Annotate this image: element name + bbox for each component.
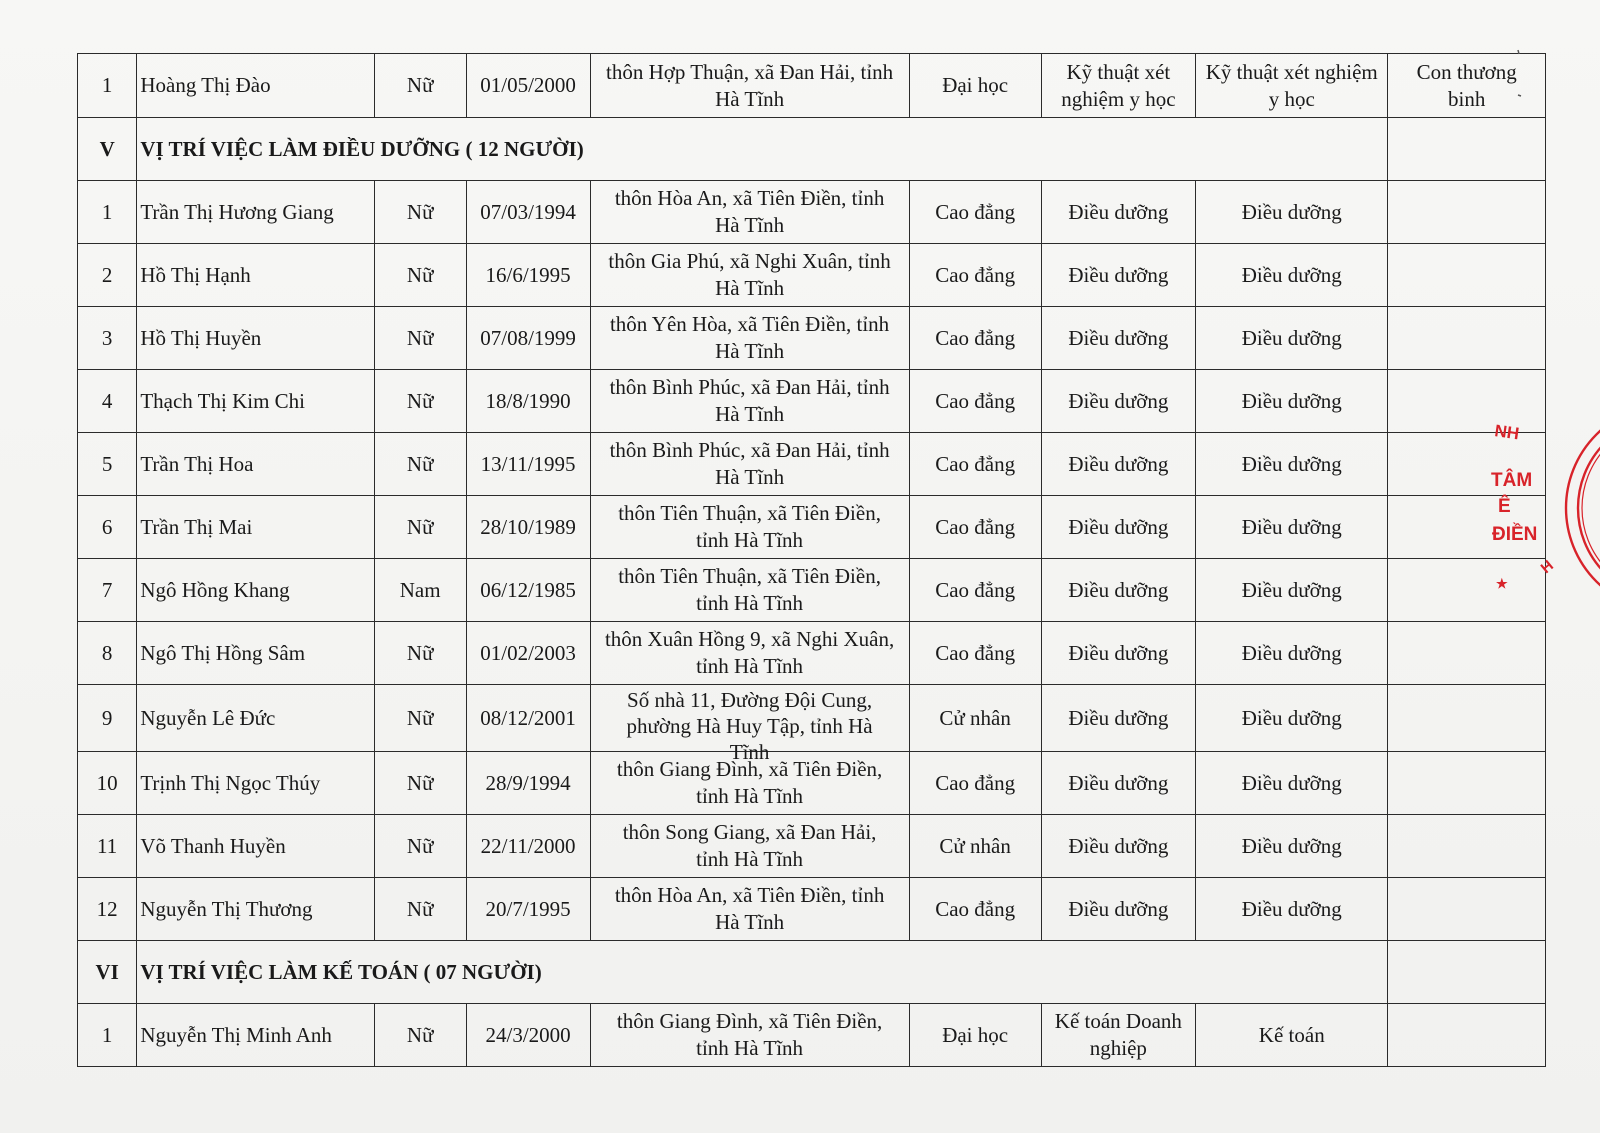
seal-text: NH — [1493, 421, 1521, 444]
address-line: tỉnh Hà Tĩnh — [696, 784, 804, 808]
gender: Nữ — [374, 433, 466, 496]
priority-line: binh — [1448, 86, 1486, 111]
applied-position: Điều dưỡng — [1196, 685, 1388, 752]
full-name: Nguyễn Thị Minh Anh — [137, 1004, 374, 1067]
applied-position: Điều dưỡng — [1196, 815, 1388, 878]
address-line: Hà Tĩnh — [715, 339, 785, 363]
major: Điều dưỡng — [1041, 433, 1195, 496]
address-line: Hà Tĩnh — [715, 86, 785, 111]
gender: Nữ — [374, 307, 466, 370]
major: Điều dưỡng — [1041, 496, 1195, 559]
address-line: Tĩnh — [729, 739, 770, 764]
major-line: Kế toán Doanh — [1054, 1009, 1182, 1033]
full-name: Trần Thị Hoa — [137, 433, 374, 496]
applied-position: Điều dưỡng — [1196, 307, 1388, 370]
applied-position: Điều dưỡng — [1196, 752, 1388, 815]
applied-position: Điều dưỡng — [1196, 559, 1388, 622]
applied-position — [1196, 54, 1388, 118]
row-number: 1 — [78, 54, 137, 118]
row-number: 9 — [78, 685, 137, 752]
candidate-table — [77, 53, 1546, 1067]
major: Điều dưỡng — [1041, 559, 1195, 622]
full-name: Trần Thị Hương Giang — [137, 181, 374, 244]
seal-text: TÂM — [1491, 470, 1533, 491]
address-line: tỉnh Hà Tĩnh — [696, 654, 804, 678]
address — [590, 1004, 909, 1067]
section-header — [78, 941, 1546, 1004]
table-row — [78, 685, 1546, 752]
priority — [1388, 685, 1546, 752]
table-row — [78, 1004, 1546, 1067]
address-line: Hà Tĩnh — [715, 276, 785, 300]
address — [590, 878, 909, 941]
scan-mark — [1516, 48, 1524, 108]
section-title: VỊ TRÍ VIỆC LÀM KẾ TOÁN ( 07 NGƯỜI) — [137, 941, 1388, 1004]
table-row — [78, 815, 1546, 878]
gender: Nữ — [374, 496, 466, 559]
date-of-birth: 24/3/2000 — [466, 1004, 590, 1067]
gender: Nữ — [374, 1004, 466, 1067]
section-number: V — [78, 118, 137, 181]
date-of-birth: 08/12/2001 — [466, 685, 590, 752]
date-of-birth: 07/08/1999 — [466, 307, 590, 370]
row-number: 1 — [78, 1004, 137, 1067]
address — [590, 496, 909, 559]
applied-position: Điều dưỡng — [1196, 878, 1388, 941]
position-line: y học — [1268, 86, 1315, 111]
full-name: Võ Thanh Huyền — [137, 815, 374, 878]
table-row — [78, 622, 1546, 685]
address — [590, 244, 909, 307]
date-of-birth: 16/6/1995 — [466, 244, 590, 307]
section-header — [78, 118, 1546, 181]
priority-line: Con thương — [1416, 59, 1517, 84]
major: Điều dưỡng — [1041, 685, 1195, 752]
gender: Nữ — [374, 370, 466, 433]
date-of-birth: 20/7/1995 — [466, 878, 590, 941]
education-level: Đại học — [909, 1004, 1041, 1067]
address — [590, 815, 909, 878]
date-of-birth: 13/11/1995 — [466, 433, 590, 496]
empty-cell — [1388, 118, 1546, 181]
official-seal — [1488, 404, 1600, 616]
row-number: 12 — [78, 878, 137, 941]
major-line: nghiệm y học — [1061, 86, 1176, 111]
applied-position: Điều dưỡng — [1196, 370, 1388, 433]
applied-position: Kế toán — [1196, 1004, 1388, 1067]
date-of-birth: 06/12/1985 — [466, 559, 590, 622]
priority — [1388, 878, 1546, 941]
education-level: Cao đẳng — [909, 433, 1041, 496]
applied-position: Điều dưỡng — [1196, 244, 1388, 307]
full-name: Trịnh Thị Ngọc Thúy — [137, 752, 374, 815]
address-line: Hà Tĩnh — [715, 402, 785, 426]
date-of-birth: 07/03/1994 — [466, 181, 590, 244]
priority — [1388, 244, 1546, 307]
major: Điều dưỡng — [1041, 370, 1195, 433]
address — [590, 181, 909, 244]
education-level: Cao đẳng — [909, 878, 1041, 941]
section-number: VI — [78, 941, 137, 1004]
major: Điều dưỡng — [1041, 622, 1195, 685]
full-name: Trần Thị Mai — [137, 496, 374, 559]
address — [590, 433, 909, 496]
address — [590, 685, 909, 764]
address-line: tỉnh Hà Tĩnh — [696, 1036, 804, 1060]
table-row — [78, 433, 1546, 496]
address-line: thôn Hòa An, xã Tiên Điền, tỉnh — [614, 186, 885, 210]
applied-position: Điều dưỡng — [1196, 496, 1388, 559]
row-number: 2 — [78, 244, 137, 307]
education-level: Cao đẳng — [909, 496, 1041, 559]
address — [590, 54, 909, 118]
education-level: Cao đẳng — [909, 559, 1041, 622]
priority — [1388, 1004, 1546, 1067]
row-number: 10 — [78, 752, 137, 815]
address-line: tỉnh Hà Tĩnh — [696, 847, 804, 871]
table-row — [78, 244, 1546, 307]
address-line: thôn Giang Đình, xã Tiên Điền, — [616, 1009, 883, 1033]
empty-cell — [1388, 941, 1546, 1004]
major: Điều dưỡng — [1041, 878, 1195, 941]
row-number: 4 — [78, 370, 137, 433]
major: Điều dưỡng — [1041, 815, 1195, 878]
table-row — [78, 370, 1546, 433]
gender: Nam — [374, 559, 466, 622]
address-line: tỉnh Hà Tĩnh — [696, 528, 804, 552]
address-line: thôn Hợp Thuận, xã Đan Hải, tỉnh — [606, 59, 894, 84]
address — [590, 370, 909, 433]
seal-text: H — [1537, 557, 1557, 578]
row-number: 3 — [78, 307, 137, 370]
gender: Nữ — [374, 685, 466, 752]
row-number: 11 — [78, 815, 137, 878]
address-line: thôn Tiên Thuận, xã Tiên Điền, — [618, 501, 881, 525]
address-line: Hà Tĩnh — [715, 910, 785, 934]
applied-position: Điều dưỡng — [1196, 622, 1388, 685]
major-line: nghiệp — [1089, 1036, 1147, 1060]
date-of-birth: 28/9/1994 — [466, 752, 590, 815]
address-line: tỉnh Hà Tĩnh — [696, 591, 804, 615]
applied-position: Điều dưỡng — [1196, 433, 1388, 496]
full-name: Hồ Thị Huyền — [137, 307, 374, 370]
table-row — [78, 496, 1546, 559]
full-name: Ngô Hồng Khang — [137, 559, 374, 622]
seal-text: ĐIỀN — [1492, 524, 1538, 545]
full-name: Hồ Thị Hạnh — [137, 244, 374, 307]
priority — [1388, 622, 1546, 685]
address-line: thôn Hòa An, xã Tiên Điền, tỉnh — [614, 883, 885, 907]
table-row — [78, 181, 1546, 244]
address — [590, 752, 909, 815]
position-line: Kỹ thuật xét nghiệm — [1205, 59, 1378, 84]
table-row — [78, 878, 1546, 941]
full-name: Nguyễn Thị Thương — [137, 878, 374, 941]
address — [590, 307, 909, 370]
section-title: VỊ TRÍ VIỆC LÀM ĐIỀU DƯỠNG ( 12 NGƯỜI) — [137, 118, 1388, 181]
address-line: thôn Bình Phúc, xã Đan Hải, tỉnh — [609, 375, 890, 399]
address-line: thôn Tiên Thuận, xã Tiên Điền, — [618, 564, 881, 588]
gender: Nữ — [374, 181, 466, 244]
date-of-birth: 22/11/2000 — [466, 815, 590, 878]
address-line: thôn Song Giang, xã Đan Hải, — [622, 820, 877, 844]
address-line: Số nhà 11, Đường Đội Cung, — [627, 687, 873, 712]
address-line: thôn Gia Phú, xã Nghi Xuân, tỉnh — [608, 249, 891, 273]
education-level: Cử nhân — [909, 685, 1041, 752]
major: Điều dưỡng — [1041, 244, 1195, 307]
priority — [1388, 752, 1546, 815]
applied-position: Điều dưỡng — [1196, 181, 1388, 244]
table-row — [78, 752, 1546, 815]
priority — [1388, 181, 1546, 244]
education-level: Đại học — [909, 54, 1041, 118]
table-row — [78, 559, 1546, 622]
date-of-birth: 01/02/2003 — [466, 622, 590, 685]
education-level: Cử nhân — [909, 815, 1041, 878]
row-number: 5 — [78, 433, 137, 496]
address-line: thôn Bình Phúc, xã Đan Hải, tỉnh — [609, 438, 890, 462]
gender: Nữ — [374, 622, 466, 685]
major — [1041, 1004, 1195, 1067]
education-level: Cao đẳng — [909, 622, 1041, 685]
gender: Nữ — [374, 244, 466, 307]
address-line: thôn Xuân Hồng 9, xã Nghi Xuân, — [604, 627, 895, 651]
major: Điều dưỡng — [1041, 307, 1195, 370]
row-number: 8 — [78, 622, 137, 685]
priority — [1388, 307, 1546, 370]
full-name: Hoàng Thị Đào — [137, 54, 374, 118]
date-of-birth: 01/05/2000 — [466, 54, 590, 118]
major: Điều dưỡng — [1041, 181, 1195, 244]
address-line: thôn Yên Hòa, xã Tiên Điền, tỉnh — [609, 312, 890, 336]
full-name: Ngô Thị Hồng Sâm — [137, 622, 374, 685]
address — [590, 559, 909, 622]
gender: Nữ — [374, 752, 466, 815]
address-line: phường Hà Huy Tập, tỉnh Hà — [626, 713, 873, 738]
table-row — [78, 54, 1546, 118]
education-level: Cao đẳng — [909, 307, 1041, 370]
full-name: Nguyễn Lê Đức — [137, 685, 374, 752]
seal-star: ★ — [1496, 576, 1508, 591]
address-line: Hà Tĩnh — [715, 465, 785, 489]
date-of-birth: 18/8/1990 — [466, 370, 590, 433]
address — [590, 622, 909, 685]
full-name: Thạch Thị Kim Chi — [137, 370, 374, 433]
row-number: 6 — [78, 496, 137, 559]
address-line: thôn Giang Đình, xã Tiên Điền, — [616, 757, 883, 781]
date-of-birth: 28/10/1989 — [466, 496, 590, 559]
address-line: Hà Tĩnh — [715, 213, 785, 237]
priority — [1388, 815, 1546, 878]
row-number: 1 — [78, 181, 137, 244]
row-number: 7 — [78, 559, 137, 622]
gender: Nữ — [374, 54, 466, 118]
education-level: Cao đẳng — [909, 752, 1041, 815]
gender: Nữ — [374, 878, 466, 941]
table-row — [78, 307, 1546, 370]
gender: Nữ — [374, 815, 466, 878]
major: Điều dưỡng — [1041, 752, 1195, 815]
major — [1041, 54, 1195, 118]
seal-text: Ê — [1498, 496, 1511, 517]
education-level: Cao đẳng — [909, 244, 1041, 307]
education-level: Cao đẳng — [909, 370, 1041, 433]
education-level: Cao đẳng — [909, 181, 1041, 244]
major-line: Kỹ thuật xét — [1066, 59, 1171, 84]
